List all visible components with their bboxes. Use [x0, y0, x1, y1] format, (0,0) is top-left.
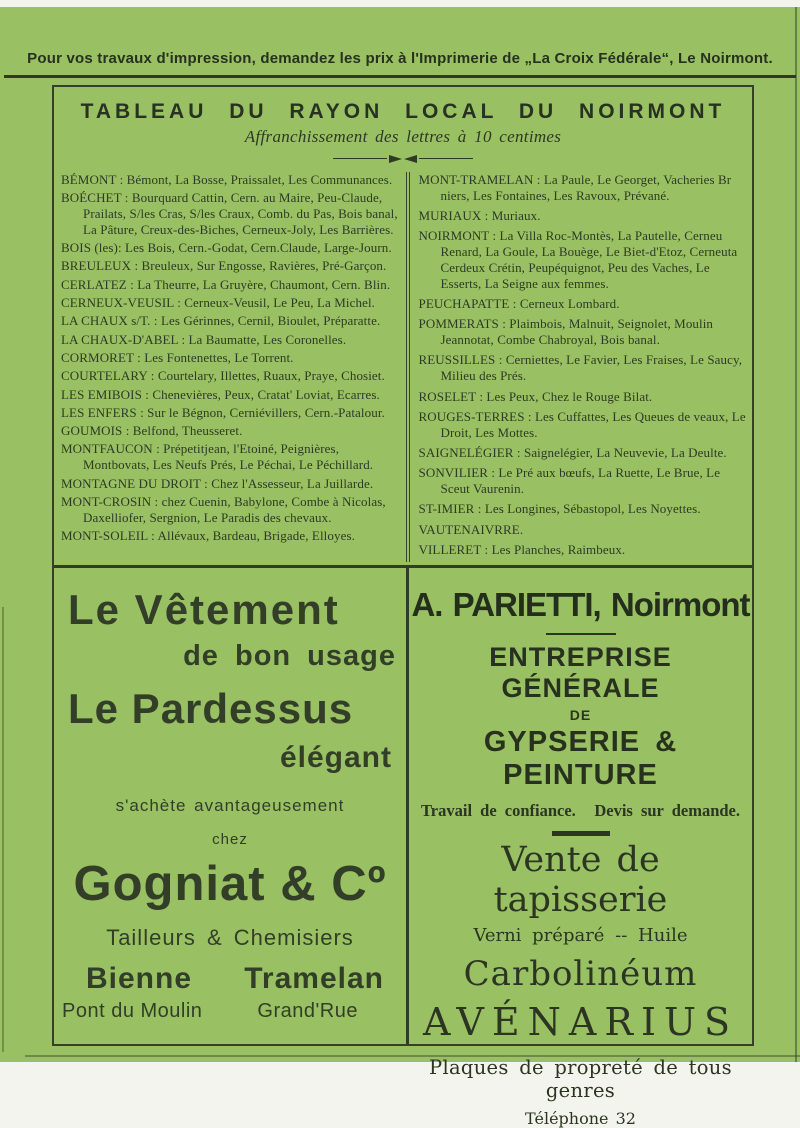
ad-gogniat [54, 568, 406, 1044]
ad-gogniat-headline-4: élégant [279, 741, 392, 775]
locality-entry: LES EMIBOIS : Chenevières, Peux, Cratat' Loviat, Ecarres. [61, 386, 380, 402]
table-title: TABLEAU DU RAYON LOCAL DU NOIRMONT [80, 100, 726, 123]
locality-entry: ROUGES-TERRES : Les Cuffattes, Les Queues de veaux, Le Droit, Les Mottes. [418, 408, 746, 440]
top-horizontal-rule [4, 75, 796, 78]
ornament-line-right [419, 158, 473, 160]
ad-gogniat-slogan: s'achète avantageusement [115, 796, 345, 816]
page-frame [52, 85, 754, 1128]
locality-entry: GOUMOIS : Belfond, Theusseret. [61, 423, 243, 439]
locality-entry: SONVILIER : Le Pré aux bœufs, La Ruette, Le Brue, Le Sceut Vaurenin. [418, 465, 721, 497]
ad-parietti-footer: Plaques de propreté de tous genres [429, 1056, 732, 1103]
ad-gogniat-address-bienne: Pont du Moulin [62, 1000, 203, 1023]
ad-parietti-product-tapisserie: Vente de tapisserie [493, 840, 668, 921]
ad-parietti-taglines [409, 801, 752, 821]
locality-entry: MONT-SOLEIL : Allévaux, Bardeau, Brigade, Elloyes. [61, 527, 355, 543]
locality-entry: BÉMONT : Bémont, La Bosse, Praissalet, Les Communances. [61, 172, 393, 187]
locality-entry: ST-IMIER : Les Longines, Sébastopol, Les Noyettes. [418, 501, 701, 517]
divider-ornament [333, 154, 473, 163]
ad-parietti-brand-avenarius: AVÉNARIUS [422, 1000, 739, 1045]
ad-parietti-tagline-right: Devis sur demande. [594, 801, 740, 821]
ad-gogniat-addresses [54, 1000, 406, 1023]
locality-entry: PEUCHAPATTE : Cerneux Lombard. [418, 296, 620, 312]
ad-parietti-rule [546, 633, 616, 635]
locality-entry: SAIGNELÉGIER : Saignelégier, La Neuvevie, La Deulte. [418, 444, 727, 460]
ornament-line-left [333, 158, 387, 160]
locality-entry: MONT-TRAMELAN : La Paule, Le Georget, Vacheries Br niers, Les Fontaines, Les Ravoux, Prévané. [418, 172, 732, 203]
ad-parietti-line-gypserie: GYPSERIE & PEINTURE [483, 726, 678, 792]
advertisement-section [54, 568, 752, 1128]
ad-parietti [409, 568, 752, 1128]
locality-entry: REUSSILLES : Cerniettes, Le Favier, Les Fraises, Le Saucy, Milieu des Prés. [418, 352, 743, 384]
locality-entry: COURTELARY : Courtelary, Illettes, Ruaux, Praye, Chosiet. [61, 368, 385, 384]
ad-gogniat-headline-1: Le Vêtement [68, 586, 340, 634]
locality-entry: ROSELET : Les Peux, Chez le Rouge Bilat. [418, 388, 653, 404]
locality-table [54, 172, 752, 562]
locality-entry: CERLATEZ : La Theurre, La Gruyère, Chaumont, Cern. Blin. [61, 276, 391, 292]
locality-entry: MONTFAUCON : Prépetitjean, l'Etoiné, Peignières, Montbovats, Les Neufs Prés, Le Péchai, Le Péchillard. [61, 441, 374, 473]
locality-entry: BOIS (les): Les Bois, Cern.-Godat, Cern.Claude, Large-Journ. [61, 240, 392, 256]
locality-entry: LES ENFERS : Sur le Bégnon, Cerniévillers, Cern.-Patalour. [61, 404, 385, 420]
locality-entry: MONTAGNE DU DROIT : Chez l'Assesseur, La Juillarde. [61, 475, 374, 491]
ad-parietti-line-de: DE [569, 707, 592, 724]
locality-entry: LA CHAUX-D'ABEL : La Baumatte, Les Coronelles. [61, 331, 347, 347]
ornament-arrow-left-icon [404, 155, 417, 163]
ad-parietti-product-carbolineum: Carbolinéum [463, 954, 698, 995]
ad-parietti-line-entreprise: ENTREPRISE GÉNÉRALE [489, 642, 672, 704]
ad-gogniat-profession: Tailleurs & Chemisiers [106, 925, 354, 951]
column-divider [406, 172, 410, 562]
locality-entry: MURIAUX : Muriaux. [418, 208, 541, 224]
locality-entry: MONT-CROSIN : chez Cuenin, Babylone, Combe à Nicolas, Daxelliofer, Sergnion, Le Paradis des chevaux. [61, 493, 386, 525]
scan-edge-bottom [25, 1055, 800, 1057]
locality-entry: VILLERET : Les Planches, Raimbeux. [418, 541, 626, 557]
table-subtitle: Affranchissement des lettres à 10 centimes [244, 127, 562, 146]
locality-entry: NOIRMONT : La Villa Roc-Montès, La Pautelle, Cerneu Renard, La Goule, La Bouège, Le Biet-d'Etoz, Cerneuta Cerdeux Crétin, Peupéquignot, Peu des Vaches, Le Esserts, La Seigne aux femmes. [418, 228, 738, 291]
locality-entry: LA CHAUX s/T. : Les Gérinnes, Cernil, Bioulet, Préparatte. [61, 313, 381, 329]
scan-edge-right [795, 7, 797, 1062]
ad-parietti-thick-rule [552, 831, 610, 836]
green-paper-page [0, 7, 800, 1128]
locality-entry: BREULEUX : Breuleux, Sur Engosse, Ravières, Pré-Garçon. [61, 258, 387, 274]
locality-column-left [54, 172, 406, 562]
ad-gogniat-company-name: Gogniat & Cº [73, 857, 387, 912]
ad-gogniat-headline-3: Le Pardessus [68, 685, 354, 733]
ad-gogniat-chez: chez [212, 831, 248, 849]
ad-gogniat-city-bienne: Bienne [86, 962, 193, 996]
locality-entry: POMMERATS : Plaimbois, Malnuit, Seignolet, Moulin Jeannotat, Combe Chabroyal, Bois banal. [418, 316, 714, 348]
ad-gogniat-headline-2: de bon usage [183, 640, 396, 673]
ad-gogniat-address-tramelan: Grand'Rue [257, 1000, 358, 1023]
ornament-arrow-right-icon [389, 155, 402, 163]
scan-edge-left [2, 607, 4, 1052]
locality-entry: CERNEUX-VEUSIL : Cerneux-Veusil, Le Peu, La Michel. [61, 295, 376, 311]
ad-parietti-tagline-left: Travail de confiance. [421, 801, 576, 821]
ad-gogniat-cities [54, 962, 406, 996]
top-banner-text: Pour vos travaux d'impression, demandez les prix à l'Imprimerie de „La Croix Fédérale“, Le Noirmont. [27, 50, 773, 67]
ad-parietti-product-tapisserie-sub: Verni préparé -- Huile [473, 925, 688, 947]
locality-entry: BOÉCHET : Bourquard Cattin, Cern. au Maire, Peu-Claude, Prailats, S/les Cras, S/les Craux, Comb. du Pas, Bois banal, La Pâture, Creux-des-Biches, Cerneux-Joly, Les Barrières. [61, 190, 398, 237]
ad-parietti-company-name: A. PARIETTI, Noirmont [411, 586, 750, 624]
locality-entry: CORMORET : Les Fontenettes, Le Torrent. [61, 349, 294, 365]
ad-gogniat-city-tramelan: Tramelan [244, 962, 384, 996]
locality-entry: VAUTENAIVRRE. [418, 521, 524, 537]
ad-parietti-phone: Téléphone 32 [525, 1109, 636, 1128]
locality-column-right [412, 172, 753, 562]
